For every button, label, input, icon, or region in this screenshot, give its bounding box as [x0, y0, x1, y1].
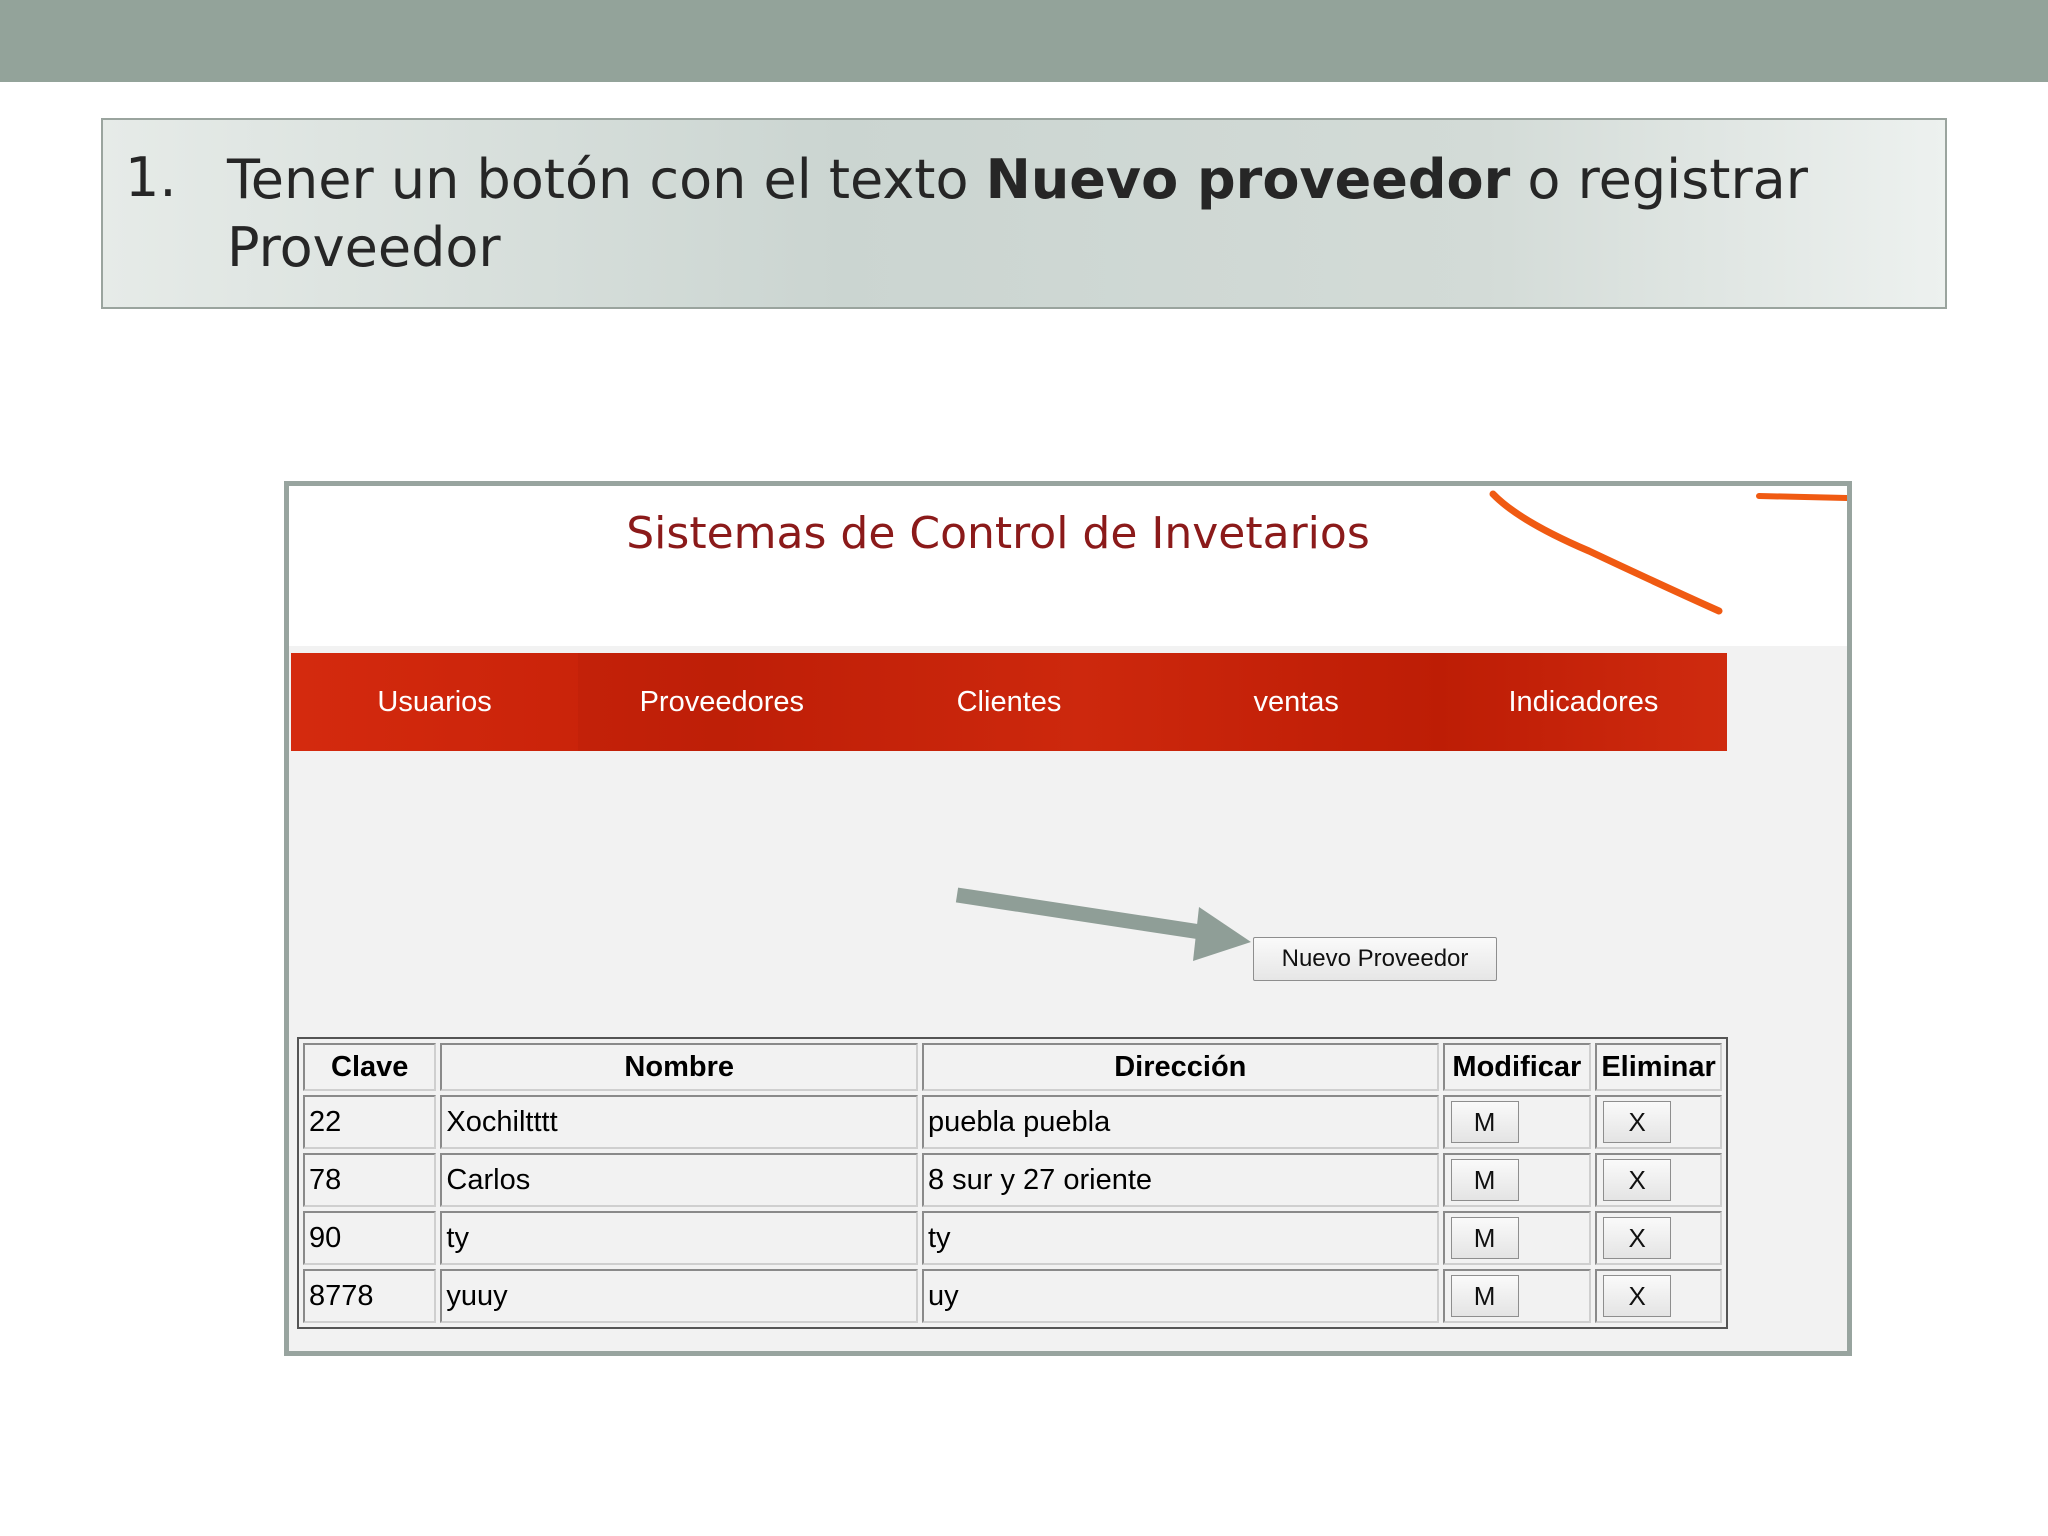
cell-clave: 90 — [303, 1211, 436, 1265]
header-modificar: Modificar — [1443, 1043, 1591, 1091]
header-clave: Clave — [303, 1043, 436, 1091]
app-title: Sistemas de Control de Invetarios — [626, 508, 1370, 559]
header-nombre: Nombre — [440, 1043, 918, 1091]
cell-direccion: puebla puebla — [922, 1095, 1439, 1149]
nav-ventas[interactable]: ventas — [1153, 653, 1440, 751]
slide-text-after: o registrar Proveedor — [227, 148, 1808, 279]
delete-button[interactable]: X — [1603, 1159, 1671, 1201]
slide-title-text — [227, 146, 1907, 282]
delete-button[interactable]: X — [1603, 1275, 1671, 1317]
pointer-arrow-head — [1193, 907, 1251, 961]
delete-button[interactable]: X — [1603, 1217, 1671, 1259]
cell-modificar — [1443, 1095, 1591, 1149]
table-row — [303, 1269, 1722, 1323]
slide-text-before: Tener un botón con el texto — [227, 148, 986, 211]
slide-text-bold: Nuevo proveedor — [985, 148, 1511, 211]
table-row — [303, 1095, 1722, 1149]
table-row — [303, 1153, 1722, 1207]
header-eliminar: Eliminar — [1595, 1043, 1722, 1091]
modify-button[interactable]: M — [1451, 1159, 1519, 1201]
cell-direccion: ty — [922, 1211, 1439, 1265]
slide-top-band — [0, 0, 2048, 82]
orange-annotation-stroke — [1493, 494, 1719, 611]
modify-button[interactable]: M — [1451, 1217, 1519, 1259]
cell-eliminar — [1595, 1095, 1722, 1149]
slide-list-number: 1. — [125, 146, 177, 209]
nuevo-proveedor-button[interactable]: Nuevo Proveedor — [1253, 937, 1497, 981]
cell-direccion: 8 sur y 27 oriente — [922, 1153, 1439, 1207]
nav-indicadores[interactable]: Indicadores — [1440, 653, 1727, 751]
orange-annotation-tick — [1759, 496, 1847, 498]
cell-modificar — [1443, 1211, 1591, 1265]
nav-clientes[interactable]: Clientes — [865, 653, 1152, 751]
modify-button[interactable]: M — [1451, 1275, 1519, 1317]
cell-modificar — [1443, 1153, 1591, 1207]
modify-button[interactable]: M — [1451, 1101, 1519, 1143]
cell-eliminar — [1595, 1211, 1722, 1265]
app-screenshot — [284, 481, 1852, 1356]
proveedores-table — [297, 1037, 1728, 1329]
cell-nombre: ty — [440, 1211, 918, 1265]
cell-eliminar — [1595, 1269, 1722, 1323]
pointer-arrow-shaft — [957, 895, 1207, 933]
nav-usuarios[interactable]: Usuarios — [377, 685, 492, 718]
cell-nombre: yuuy — [440, 1269, 918, 1323]
header-direccion: Dirección — [922, 1043, 1439, 1091]
delete-button[interactable]: X — [1603, 1101, 1671, 1143]
cell-eliminar — [1595, 1153, 1722, 1207]
slide-title-box — [101, 118, 1947, 309]
cell-clave: 8778 — [303, 1269, 436, 1323]
cell-nombre: Xochiltttt — [440, 1095, 918, 1149]
cell-direccion: uy — [922, 1269, 1439, 1323]
cell-clave: 78 — [303, 1153, 436, 1207]
cell-modificar — [1443, 1269, 1591, 1323]
table-row — [303, 1211, 1722, 1265]
cell-clave: 22 — [303, 1095, 436, 1149]
cell-nombre: Carlos — [440, 1153, 918, 1207]
table-header-row — [303, 1043, 1722, 1091]
nav-proveedores[interactable]: Proveedores — [578, 653, 865, 751]
